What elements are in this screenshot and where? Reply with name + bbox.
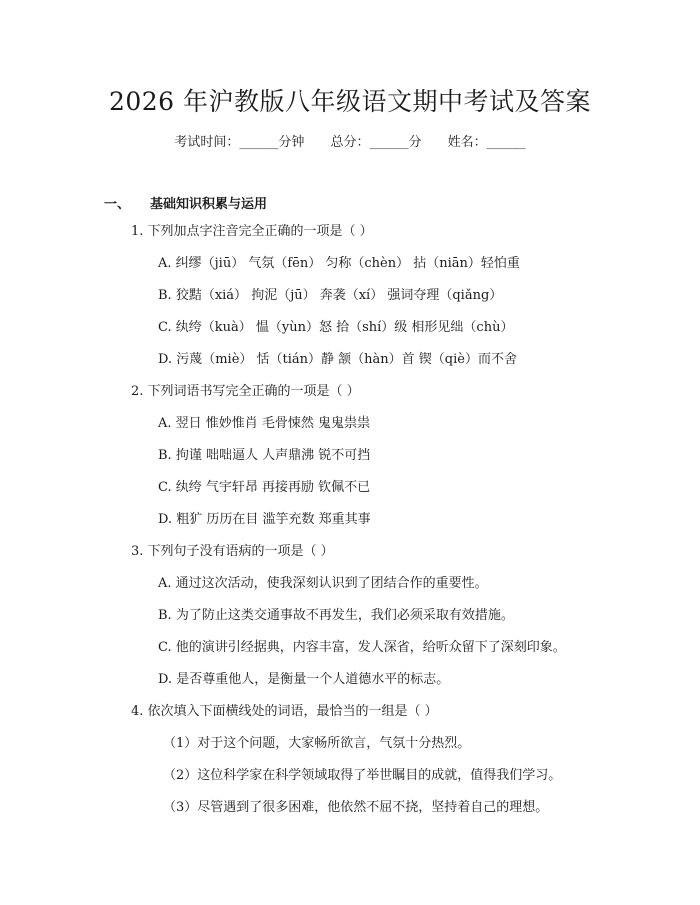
question-option: D. 粗犷 历历在目 滥竽充数 郑重其事 — [158, 512, 371, 527]
question-option: A. 通过这次活动，使我深刻认识到了团结合作的重要性。 — [158, 576, 488, 591]
question-option: C. 他的演讲引经据典，内容丰富，发人深省，给听众留下了深刻印象。 — [158, 640, 566, 655]
total-score: 总分：______分 — [330, 135, 422, 150]
section-heading — [104, 193, 267, 212]
question-option: A. 翌日 惟妙惟肖 毛骨悚然 鬼鬼祟祟 — [158, 416, 371, 431]
question-option: B. 拘谨 咄咄逼人 人声鼎沸 锐不可挡 — [158, 448, 371, 463]
question-item: （1）对于这个问题，大家畅所欲言，气氛十分热烈。 — [163, 736, 471, 751]
exam-info — [0, 131, 700, 150]
question-option: C. 纨绔（kuà） 愠（yùn）怒 拾（shí）级 相形见绌（chù） — [158, 320, 514, 335]
question-option: B. 狡黠（xiá） 拘泥（jū） 奔袭（xí） 强词夺理（qiǎng） — [158, 288, 503, 303]
exam-time: 考试时间：______分钟 — [174, 135, 305, 150]
question-option: D. 污蔑（miè） 恬（tián）静 颔（hàn）首 锲（qiè）而不舍 — [158, 352, 517, 367]
question-option: B. 为了防止这类交通事故不再发生，我们必须采取有效措施。 — [158, 608, 514, 623]
question-option: A. 纠缪（jiū） 气氛（fēn） 匀称（chèn） 拈（niān）轻怕重 — [158, 256, 520, 271]
question-item: （3）尽管遇到了很多困难，他依然不屈不挠，坚持着自己的理想。 — [163, 800, 549, 815]
question-stem: 1. 下列加点字注音完全正确的一项是（ ） — [131, 224, 373, 239]
section-label: 基础知识积累与运用 — [150, 197, 268, 212]
question-option: D. 是否尊重他人，是衡量一个人道德水平的标志。 — [158, 672, 450, 687]
question-item: （2）这位科学家在科学领域取得了举世瞩目的成就，值得我们学习。 — [163, 768, 562, 783]
page-title: 2026 年沪教版八年级语文期中考试及答案 — [108, 87, 592, 116]
question-option: C. 纨绔 气宇轩昂 再接再励 钦佩不已 — [158, 480, 371, 495]
student-name: 姓名：______ — [447, 135, 526, 150]
question-stem: 3. 下列句子没有语病的一项是（ ） — [131, 544, 334, 559]
question-stem: 4. 依次填入下面横线处的词语，最恰当的一组是（ ） — [131, 704, 438, 719]
question-stem: 2. 下列词语书写完全正确的一项是（ ） — [131, 384, 360, 399]
section-number: 一、 — [104, 197, 131, 212]
